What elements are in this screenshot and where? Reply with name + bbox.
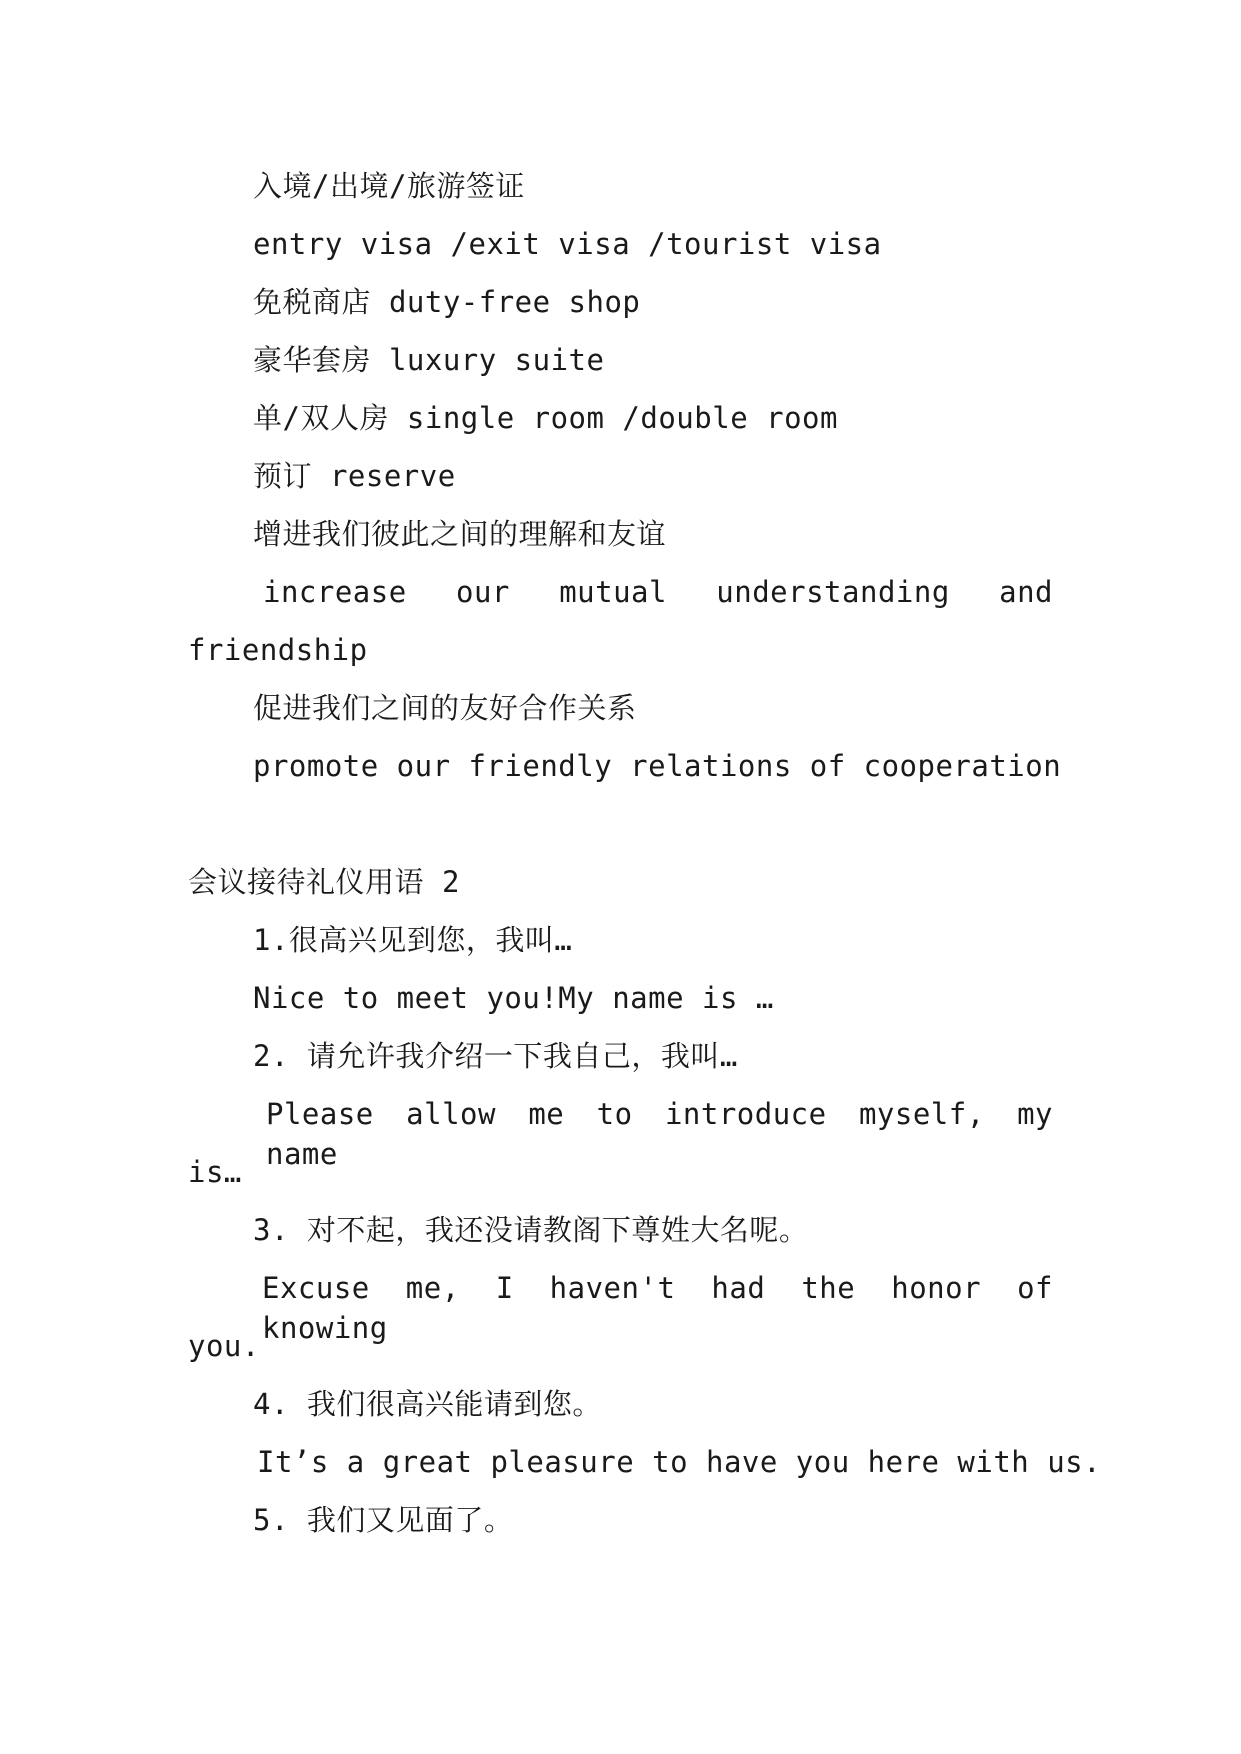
item2-zh: 2. 请允许我介绍一下我自己，我叫… bbox=[253, 1039, 738, 1073]
item1-zh: 1.很高兴见到您，我叫… bbox=[253, 923, 573, 957]
item4-zh: 4. 我们很高兴能请到您。 bbox=[253, 1387, 602, 1421]
item2-en-part2: is… bbox=[188, 1155, 242, 1189]
duty-free-shop-line: 免税商店 duty-free shop bbox=[253, 285, 641, 319]
section-heading: 会议接待礼仪用语 2 bbox=[188, 865, 460, 899]
room-types-line: 单/双人房 single room /double room bbox=[253, 401, 838, 435]
mutual-understanding-en-part1: increase our mutual understanding and bbox=[263, 575, 1053, 609]
cooperation-zh: 促进我们之间的友好合作关系 bbox=[253, 691, 637, 725]
mutual-understanding-en-part2: friendship bbox=[188, 633, 368, 667]
reserve-line: 预订 reserve bbox=[253, 459, 456, 493]
item3-zh: 3. 对不起，我还没请教阁下尊姓大名呢。 bbox=[253, 1213, 809, 1247]
item3-en-part2: you. bbox=[188, 1329, 260, 1363]
item3-en-part1: Excuse me, I haven't had the honor of knowing bbox=[262, 1271, 1053, 1345]
luxury-suite-line: 豪华套房 luxury suite bbox=[253, 343, 605, 377]
item4-en: It’s a great pleasure to have you here with us. bbox=[257, 1445, 1102, 1479]
cooperation-en: promote our friendly relations of cooperation bbox=[253, 749, 1062, 783]
visa-types-zh: 入境/出境/旅游签证 bbox=[253, 169, 525, 203]
item1-en: Nice to meet you!My name is … bbox=[253, 981, 774, 1015]
visa-types-en: entry visa /exit visa /tourist visa bbox=[253, 227, 882, 261]
item2-en-part1: Please allow me to introduce myself, my name bbox=[266, 1097, 1053, 1171]
item5-zh: 5. 我们又见面了。 bbox=[253, 1503, 514, 1537]
mutual-understanding-zh: 增进我们彼此之间的理解和友谊 bbox=[253, 517, 667, 551]
